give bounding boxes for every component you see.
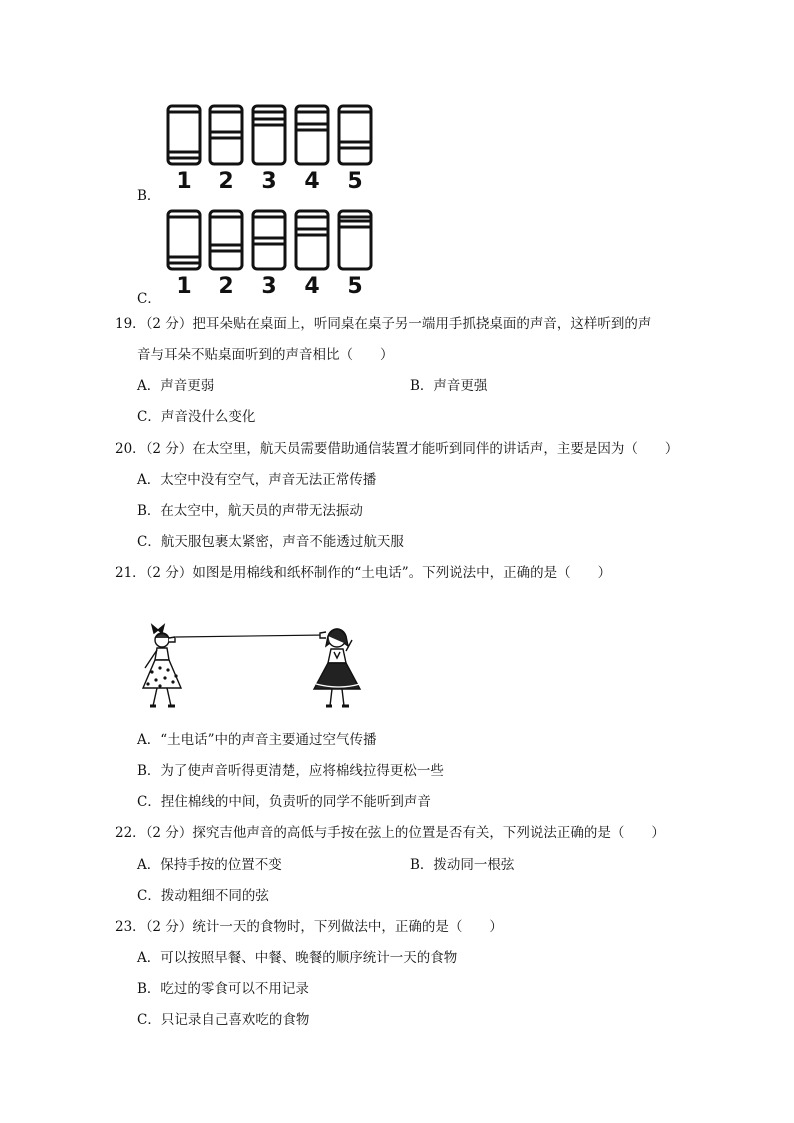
q20-option-a[interactable]: A．太空中没有空气，声音无法正常传播	[137, 472, 377, 488]
question-points: （2 分）	[145, 316, 193, 332]
q23-option-b[interactable]: B．吃过的零食可以不用记录	[137, 981, 309, 997]
question-stem: 把耳朵贴在桌面上，听同桌在桌子另一端用手抓挠桌面的声音，这样听到的声	[192, 316, 652, 332]
jar-number: 3	[261, 169, 277, 192]
question-20	[115, 437, 678, 457]
q20-option-c[interactable]: C．航天服包裹太紧密，声音不能透过航天服	[137, 534, 404, 550]
jar-number: 5	[347, 274, 363, 297]
q21-option-a[interactable]: A．“土电话”中的声音主要通过空气传播	[137, 732, 377, 748]
question-stem: 如图是用棉线和纸杯制作的“土电话”。下列说法中，正确的是（ ）	[192, 565, 612, 581]
string-telephone-illustration	[140, 620, 390, 715]
question-points: （2 分）	[145, 825, 193, 841]
question-number: 23．	[115, 919, 146, 935]
question-number: 20．	[115, 441, 146, 457]
question-stem: 统计一天的食物时，下列做法中，正确的是（ ）	[192, 919, 503, 935]
question-points: （2 分）	[145, 565, 193, 581]
question-22	[115, 821, 665, 841]
question-21	[115, 561, 611, 581]
q22-option-c[interactable]: C．拨动粗细不同的弦	[137, 888, 269, 904]
question-stem: 探究吉他声音的高低与手按在弦上的位置是否有关，下列说法正确的是（ ）	[192, 825, 665, 841]
question-number: 22．	[115, 825, 146, 841]
question-23	[115, 915, 503, 935]
q19-option-b[interactable]: B．声音更强	[410, 378, 488, 394]
option-label-b: B．	[137, 188, 161, 204]
question-stem: 在太空里，航天员需要借助通信装置才能听到同伴的讲话声，主要是因为（ ）	[192, 441, 679, 457]
jar-number: 4	[304, 169, 320, 192]
jar-number: 1	[176, 169, 192, 192]
question-points: （2 分）	[145, 441, 193, 457]
jar-figure-c	[162, 205, 382, 297]
q20-option-b[interactable]: B．在太空中，航天员的声带无法振动	[137, 503, 363, 519]
question-number: 21．	[115, 565, 146, 581]
jar-number: 1	[176, 274, 192, 297]
jar-number: 2	[218, 169, 234, 192]
jar-number: 3	[261, 274, 277, 297]
option-label-c: C．	[137, 291, 161, 307]
q22-option-a[interactable]: A．保持手按的位置不变	[137, 857, 282, 873]
jar-number: 5	[347, 169, 363, 192]
question-points: （2 分）	[145, 919, 193, 935]
question-number: 19．	[115, 316, 146, 332]
q19-option-a[interactable]: A．声音更弱	[137, 378, 215, 394]
q23-option-a[interactable]: A．可以按照早餐、中餐、晚餐的顺序统计一天的食物	[137, 950, 458, 966]
jar-number: 2	[218, 274, 234, 297]
jar-number: 4	[304, 274, 320, 297]
q19-option-c[interactable]: C．声音没什么变化	[137, 409, 256, 425]
question-19-line1	[115, 312, 651, 332]
q23-option-c[interactable]: C．只记录自己喜欢吃的食物	[137, 1012, 310, 1028]
jar-figure-b	[162, 100, 382, 192]
question-19-line2: 音与耳朵不贴桌面听到的声音相比（ ）	[137, 347, 394, 363]
q22-option-b[interactable]: B．拨动同一根弦	[410, 857, 515, 873]
q21-option-c[interactable]: C．捏住棉线的中间，负责听的同学不能听到声音	[137, 794, 431, 810]
q21-option-b[interactable]: B．为了使声音听得更清楚，应将棉线拉得更松一些	[137, 763, 444, 779]
